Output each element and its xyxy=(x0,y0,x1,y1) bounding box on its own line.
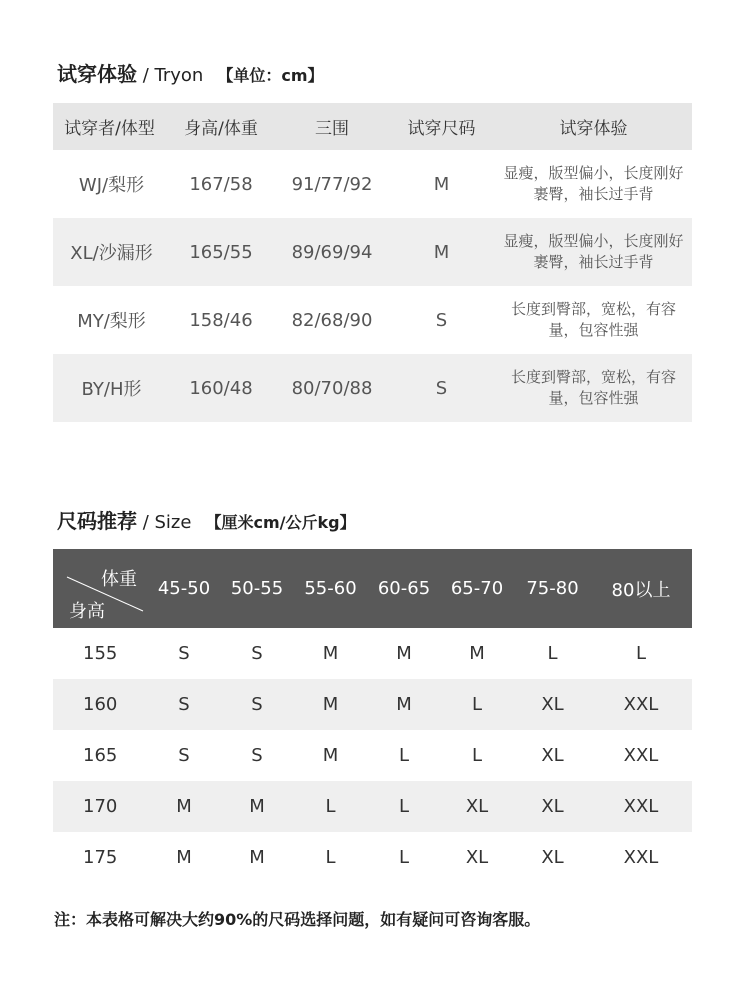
tryon-note: 长度到臀部，宽松，有容量，包容性强 xyxy=(510,368,676,407)
size-cell: L xyxy=(471,694,483,715)
size-row xyxy=(53,832,692,883)
size-cell: M xyxy=(322,745,339,766)
size-cell: L xyxy=(325,796,336,817)
size-cell: XXL xyxy=(623,694,659,715)
size-cell: XL xyxy=(541,847,564,868)
tryon-title-en: / Tryon xyxy=(137,65,204,86)
weight-range-header: 65-70 xyxy=(450,578,504,599)
tryon-row xyxy=(53,286,692,354)
size-cell: M xyxy=(469,643,485,664)
height-cell: 155 xyxy=(83,643,118,664)
weight-range-header: 45-50 xyxy=(157,578,211,599)
size-cell: M xyxy=(249,796,265,817)
size-cell: L xyxy=(635,643,647,664)
footnote: 注：本表格可解决大约90%的尺码选择问题，如有疑问可咨询客服。 xyxy=(54,910,541,929)
tryon-size: S xyxy=(435,309,448,331)
tryon-row xyxy=(53,150,692,218)
tryon-row xyxy=(53,218,692,286)
tryon-section-title xyxy=(57,58,324,87)
size-cell: L xyxy=(471,745,483,766)
tryon-size: M xyxy=(433,241,450,263)
weight-range-header: 80以上 xyxy=(611,579,671,601)
size-cell: XL xyxy=(541,694,564,715)
size-cell: L xyxy=(325,847,336,868)
size-cell: M xyxy=(396,643,412,664)
size-cell: L xyxy=(398,745,410,766)
size-row xyxy=(53,730,692,781)
tryon-header-height-weight: 身高/体重 xyxy=(184,119,258,139)
size-cell: XXL xyxy=(623,847,659,868)
size-title-zh: 尺码推荐 xyxy=(57,509,137,533)
size-row xyxy=(53,628,692,679)
size-cell: S xyxy=(251,694,263,715)
size-cell: XL xyxy=(465,796,489,817)
weight-range-header: 75-80 xyxy=(526,578,579,599)
tryon-note: 显瘦，版型偏小，长度刚好裹臀，袖长过手背 xyxy=(503,164,684,203)
tryon-header-size: 试穿尺码 xyxy=(407,119,476,139)
size-cell: S xyxy=(251,745,263,766)
tryon-header-experience: 试穿体验 xyxy=(559,119,628,139)
weight-range-header: 55-60 xyxy=(304,578,357,599)
size-unit: 【厘米cm/公斤kg】 xyxy=(205,513,356,532)
size-row xyxy=(53,679,692,730)
size-cell: L xyxy=(398,796,410,817)
size-cell: S xyxy=(178,694,190,715)
tryon-tester: BY/H形 xyxy=(81,379,142,400)
size-cell: M xyxy=(249,847,265,868)
tryon-height-weight: 158/46 xyxy=(189,309,253,331)
tryon-measurements: 89/69/94 xyxy=(291,241,373,263)
tryon-table xyxy=(53,103,692,422)
tryon-note: 长度到臀部，宽松，有容量，包容性强 xyxy=(510,300,676,339)
tryon-size: M xyxy=(433,173,450,195)
tryon-tester: XL/沙漏形 xyxy=(70,243,153,264)
height-cell: 175 xyxy=(83,847,118,868)
size-cell: XL xyxy=(541,796,564,817)
tryon-title-zh: 试穿体验 xyxy=(57,62,137,86)
tryon-row xyxy=(53,354,692,422)
tryon-tester: WJ/梨形 xyxy=(78,175,145,196)
weight-range-header: 50-55 xyxy=(230,578,284,599)
tryon-measurements: 80/70/88 xyxy=(291,377,373,399)
tryon-size: S xyxy=(435,377,448,399)
size-cell: S xyxy=(178,643,190,664)
size-cell: XL xyxy=(465,847,489,868)
size-cell: S xyxy=(178,745,190,766)
size-corner-cell xyxy=(53,549,146,628)
tryon-table-header xyxy=(53,103,692,150)
weight-range-header: 60-65 xyxy=(377,578,431,599)
corner-height-label: 身高 xyxy=(69,601,105,622)
tryon-tester: MY/梨形 xyxy=(77,311,146,332)
size-cell: M xyxy=(322,694,339,715)
size-cell: XXL xyxy=(623,796,659,817)
size-row xyxy=(53,781,692,832)
tryon-unit: 【单位：cm】 xyxy=(217,66,324,85)
size-cell: M xyxy=(396,694,412,715)
size-cell: L xyxy=(547,643,558,664)
size-cell: XL xyxy=(541,745,564,766)
size-cell: M xyxy=(322,643,339,664)
tryon-measurements: 82/68/90 xyxy=(291,309,373,331)
size-title-en: / Size xyxy=(137,512,192,533)
tryon-measurements: 91/77/92 xyxy=(291,173,373,195)
height-cell: 170 xyxy=(83,796,118,817)
size-section-title xyxy=(57,505,356,534)
height-cell: 160 xyxy=(83,694,118,715)
tryon-height-weight: 165/55 xyxy=(189,241,253,263)
size-cell: XXL xyxy=(623,745,659,766)
tryon-height-weight: 167/58 xyxy=(189,173,253,195)
size-cell: L xyxy=(398,847,410,868)
size-cell: M xyxy=(176,796,192,817)
tryon-height-weight: 160/48 xyxy=(189,377,253,399)
tryon-note: 显瘦，版型偏小，长度刚好裹臀，袖长过手背 xyxy=(503,232,684,271)
corner-weight-label: 体重 xyxy=(101,569,137,590)
tryon-header-tester: 试穿者/体型 xyxy=(64,119,155,139)
size-cell: S xyxy=(251,643,263,664)
height-cell: 165 xyxy=(83,745,118,766)
size-cell: M xyxy=(176,847,192,868)
tryon-header-measurements: 三围 xyxy=(315,119,349,139)
size-table xyxy=(53,549,692,883)
size-table-header xyxy=(53,549,692,628)
